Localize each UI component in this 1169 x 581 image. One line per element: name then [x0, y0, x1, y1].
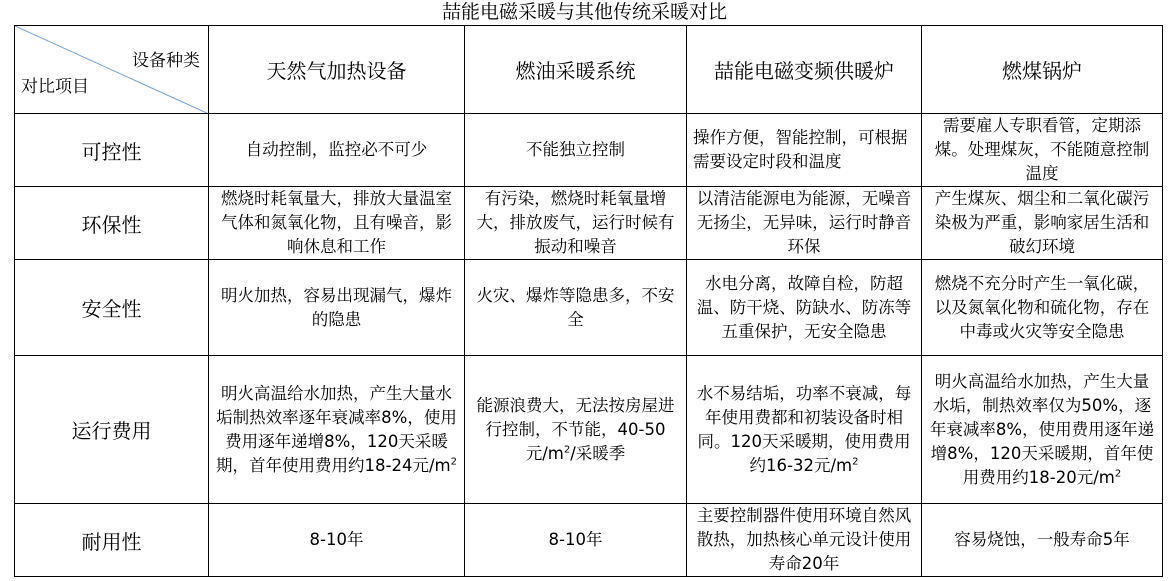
table-cell: 火灾、爆炸等隐患多，不安全 — [465, 260, 687, 356]
table-row — [15, 260, 1163, 356]
corner-label-comparison-item: 对比项目 — [21, 77, 89, 97]
table-cell: 不能独立控制 — [465, 114, 687, 187]
table-cell — [922, 356, 1163, 504]
row-header: 可控性 — [15, 114, 209, 187]
table-row — [15, 187, 1163, 260]
superscript: 2 — [450, 456, 457, 467]
superscript: 2 — [563, 444, 571, 455]
superscript: 2 — [1114, 468, 1122, 479]
column-header: 喆能电磁变频供暖炉 — [687, 26, 922, 114]
table-cell — [687, 356, 922, 504]
cell-text: 明火高温给水加热，产生大量水垢制热效率逐年衰减率8%，使用费用逐年递增8%，120天采暖期，首年使用费用约18-24元/m — [216, 383, 457, 475]
table-cell: 燃烧时耗氧量大，排放大量温室气体和氮氧化物，且有噪音，影响休息和工作 — [209, 187, 465, 260]
table-cell: 水电分离，故障自检，防超温、防干烧、防缺水、防冻等五重保护，无安全隐患 — [687, 260, 922, 356]
table-cell: 8-10年 — [209, 504, 465, 577]
table-row — [15, 356, 1163, 504]
table-cell: 以清洁能源电为能源，无噪音无扬尘，无异味，运行时静音环保 — [687, 187, 922, 260]
column-header: 燃煤锅炉 — [922, 26, 1163, 114]
table-cell: 明火加热，容易出现漏气，爆炸的隐患 — [209, 260, 465, 356]
corner-label-device-type: 设备种类 — [132, 51, 200, 71]
table-cell: 燃烧不充分时产生一氧化碳，以及氮氧化物和硫化物，存在中毒或火灾等安全隐患 — [922, 260, 1163, 356]
table-cell — [465, 356, 687, 504]
comparison-table — [14, 25, 1163, 577]
table-row — [15, 114, 1163, 187]
cell-text: 能源浪费大，无法按房屋进行控制，不节能，40-50元/m — [476, 395, 675, 463]
table-cell: 8-10年 — [465, 504, 687, 577]
page-title: 喆能电磁采暖与其他传统采暖对比 — [441, 1, 727, 23]
table-cell — [209, 356, 465, 504]
table-cell: 有污染，燃烧时耗氧量增大，排放废气，运行时候有振动和噪音 — [465, 187, 687, 260]
column-header: 天然气加热设备 — [209, 26, 465, 114]
row-header: 环保性 — [15, 187, 209, 260]
row-header: 安全性 — [15, 260, 209, 356]
cell-suffix: /采暖季 — [570, 443, 626, 463]
table-cell: 操作方便，智能控制，可根据需要设定时段和温度 — [687, 114, 922, 187]
column-header: 燃油采暖系统 — [465, 26, 687, 114]
corner-header-cell — [15, 26, 209, 114]
table-cell: 主要控制器件使用环境自然风散热，加热核心单元设计使用寿命20年 — [687, 504, 922, 577]
table-cell: 需要雇人专职看管，定期添煤。处理煤灰，不能随意控制温度 — [922, 114, 1163, 187]
table-cell: 产生煤灰、烟尘和二氧化碳污染极为严重，影响家居生活和破幻环境 — [922, 187, 1163, 260]
table-cell: 自动控制，监控必不可少 — [209, 114, 465, 187]
cell-text: 明火高温给水加热，产生大量水垢，制热效率仅为50%，逐年衰减率8%，使用费用逐年递增8%，120天采暖期，首年使用费用约18-20元/m — [929, 371, 1155, 487]
row-header: 运行费用 — [15, 356, 209, 504]
table-cell: 容易烧蚀，一般寿命5年 — [922, 504, 1163, 577]
header-row — [15, 26, 1163, 114]
cell-text: 水不易结垢，功率不衰减，每年使用费都和初装设备时相同。120天采暖期，使用费用约16-32元/m — [696, 383, 912, 475]
superscript: 2 — [852, 456, 859, 467]
row-header: 耐用性 — [15, 504, 209, 577]
table-row — [15, 504, 1163, 577]
